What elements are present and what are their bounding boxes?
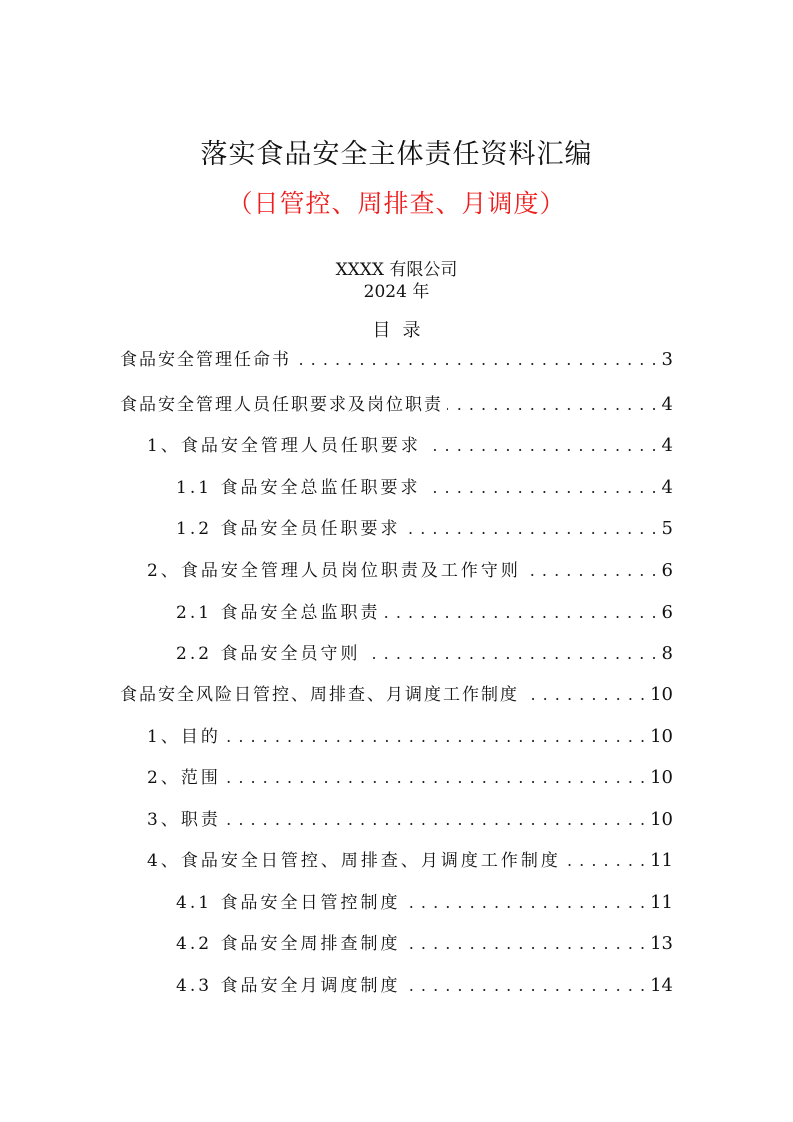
company-name: XXXX 有限公司 xyxy=(335,260,458,280)
toc-entry-page: 10 xyxy=(650,809,673,830)
dot-leader xyxy=(523,683,646,707)
toc-entry-label: 4.3 食品安全月调度制度 xyxy=(176,976,401,996)
toc-entry-label: 4.2 食品安全周排查制度 xyxy=(176,934,401,954)
toc-entry-label: 4.1 食品安全日管控制度 xyxy=(176,893,401,913)
document-subtitle: （日管控、周排查、月调度） xyxy=(227,189,566,218)
toc-entry[interactable] xyxy=(120,683,673,707)
toc-entry-label: 1.2 食品安全员任职要求 xyxy=(176,519,401,539)
toc-entry-page: 3 xyxy=(661,349,673,370)
toc-entry-label: 2、食品安全管理人员岗位职责及工作守则 xyxy=(147,561,521,581)
toc-entry-label: 2.2 食品安全员守则 xyxy=(176,644,361,664)
toc-entry-label: 食品安全风险日管控、周排查、月调度工作制度 xyxy=(120,685,519,705)
dot-leader xyxy=(225,766,646,790)
toc-entry-label: 2、范围 xyxy=(147,768,221,788)
toc-entry[interactable] xyxy=(176,891,673,915)
toc-entry-page: 11 xyxy=(650,892,673,913)
toc-entry-label: 食品安全管理任命书 xyxy=(120,350,291,370)
toc-entry-page: 10 xyxy=(650,767,673,788)
toc-entry[interactable] xyxy=(147,725,673,749)
dot-leader xyxy=(425,434,658,458)
toc-heading: 目录 xyxy=(372,320,433,341)
toc-entry-page: 13 xyxy=(650,933,673,954)
document-title: 落实食品安全主体责任资料汇编 xyxy=(200,139,593,170)
toc-entry[interactable] xyxy=(176,642,673,666)
dot-leader xyxy=(565,849,646,873)
toc-entry-page: 6 xyxy=(661,602,673,623)
toc-entry-page: 5 xyxy=(661,518,673,539)
toc-entry-page: 4 xyxy=(661,435,673,456)
toc-entry-page: 6 xyxy=(661,560,673,581)
dot-leader xyxy=(404,517,657,541)
toc-entry[interactable] xyxy=(120,348,673,372)
toc-entry[interactable] xyxy=(147,766,673,790)
dot-leader xyxy=(384,601,657,625)
toc-entry[interactable] xyxy=(147,849,673,873)
toc-entry-label: 2.1 食品安全总监职责 xyxy=(176,603,381,623)
toc-entry[interactable] xyxy=(176,517,673,541)
document-year: 2024 年 xyxy=(363,282,430,302)
toc-entry[interactable] xyxy=(176,601,673,625)
toc-entry-label: 1、食品安全管理人员任职要求 xyxy=(147,436,421,456)
dot-leader xyxy=(295,348,658,372)
dot-leader xyxy=(225,725,646,749)
toc-entry-page: 8 xyxy=(661,643,673,664)
toc-entry-page: 10 xyxy=(650,684,673,705)
dot-leader xyxy=(525,559,658,583)
dot-leader xyxy=(225,808,646,832)
toc-entry-page: 4 xyxy=(661,394,673,415)
toc-entry-label: 食品安全管理人员任职要求及岗位职责 xyxy=(120,395,443,415)
dot-leader xyxy=(447,393,658,417)
dot-leader xyxy=(424,476,657,500)
toc-entry-page: 10 xyxy=(650,726,673,747)
toc-entry-page: 14 xyxy=(650,975,673,996)
toc-entry-page: 4 xyxy=(661,477,673,498)
toc-entry-label: 1.1 食品安全总监任职要求 xyxy=(176,478,421,498)
toc-entry-page: 11 xyxy=(650,850,673,871)
toc-entry[interactable] xyxy=(147,434,673,458)
toc-entry[interactable] xyxy=(176,476,673,500)
toc-entry-label: 3、职责 xyxy=(147,810,221,830)
toc-entry[interactable] xyxy=(176,974,673,998)
toc-entry[interactable] xyxy=(147,559,673,583)
dot-leader xyxy=(404,891,646,915)
dot-leader xyxy=(404,932,646,956)
dot-leader xyxy=(404,974,646,998)
toc-entry[interactable] xyxy=(147,808,673,832)
toc-entry[interactable] xyxy=(176,932,673,956)
toc-entry-label: 4、食品安全日管控、周排查、月调度工作制度 xyxy=(147,851,561,871)
dot-leader xyxy=(364,642,657,666)
toc-entry[interactable] xyxy=(120,393,673,417)
toc-entry-label: 1、目的 xyxy=(147,727,221,747)
